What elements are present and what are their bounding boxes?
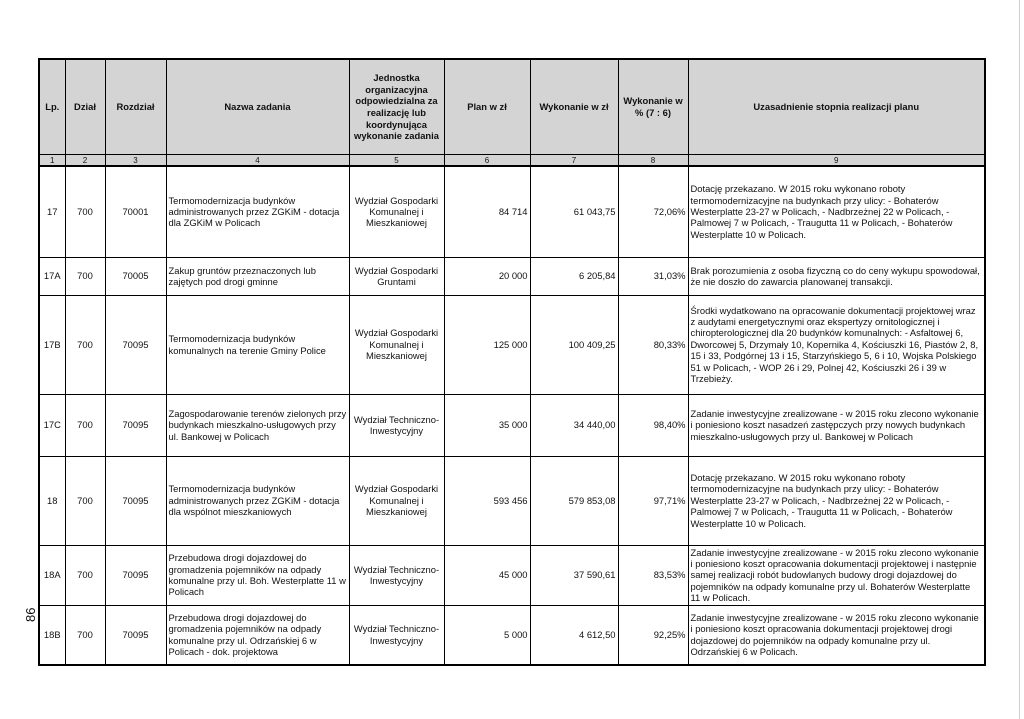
cell-uzasadnienie: Zadanie inwestycyjne zrealizowane - w 2015 roku zlecono wykonanie i poniesiono koszt opracowania dokumentacji projektowej drogi dojazdowej do pojemników na odpady komunalne przy ul. Odrzańskiej 6 w Policach.	[688, 605, 985, 665]
cell-plan: 84 714	[444, 166, 530, 257]
cell-nazwa: Przebudowa drogi dojazdowej do gromadzenia pojemników na odpady komunalne przy ul. Boh. Westerplatte 11 w Policach	[166, 545, 349, 605]
cell-uzasadnienie: Dotację przekazano. W 2015 roku wykonano roboty termomodernizacyjne na budynkach przy ulicy: - Bohaterów Westerplatte 23-27 w Policach, - Nadbrzeżnej 22 w Policach, - Palmowej 7 w Policach, - Traugutta 11 w Policach, - Bohaterów Westerplatte 10 w Policach.	[688, 166, 985, 257]
cell-uzasadnienie: Dotację przekazano. W 2015 roku wykonano roboty termomodernizacyjne na budynkach przy ulicy: - Bohaterów Westerplatte 23-27 w Policach, - Nadbrzeżnej 22 w Policach, - Palmowej 7 w Policach, - Traugutta 11 w Policach, - Bohaterów Westerplatte 10 w Policach.	[688, 456, 985, 545]
cell-jednostka: Wydział Gospodarki Komunalnej i Mieszkaniowej	[349, 456, 444, 545]
header-uzasadnienie: Uzasadnienie stopnia realizacji planu	[688, 59, 985, 155]
cell-plan: 125 000	[444, 295, 530, 394]
column-number: 1	[39, 155, 65, 167]
header-dzial: Dział	[65, 59, 105, 155]
column-number: 7	[530, 155, 618, 167]
table-row	[39, 166, 985, 257]
header-lp: Lp.	[39, 59, 65, 155]
cell-procent: 72,06%	[618, 166, 688, 257]
cell-dzial: 700	[65, 545, 105, 605]
cell-wykonanie: 37 590,61	[530, 545, 618, 605]
header-nazwa: Nazwa zadania	[166, 59, 349, 155]
table-row	[39, 257, 985, 295]
cell-wykonanie: 4 612,50	[530, 605, 618, 665]
cell-plan: 593 456	[444, 456, 530, 545]
table-row	[39, 605, 985, 665]
cell-lp: 17B	[39, 295, 65, 394]
cell-nazwa: Termomodernizacja budynków administrowanych przez ZGKiM - dotacja dla ZGKiM w Policach	[166, 166, 349, 257]
cell-dzial: 700	[65, 295, 105, 394]
cell-jednostka: Wydział Gospodarki Komunalnej i Mieszkaniowej	[349, 166, 444, 257]
cell-jednostka: Wydział Techniczno-Inwestycyjny	[349, 394, 444, 456]
cell-jednostka: Wydział Gospodarki Komunalnej i Mieszkaniowej	[349, 295, 444, 394]
cell-procent: 97,71%	[618, 456, 688, 545]
cell-dzial: 700	[65, 166, 105, 257]
column-number: 6	[444, 155, 530, 167]
header-wykonanie: Wykonanie w zł	[530, 59, 618, 155]
cell-wykonanie: 34 440,00	[530, 394, 618, 456]
cell-uzasadnienie: Zadanie inwestycyjne zrealizowane - w 2015 roku zlecono wykonanie i poniesiono koszt nasadzeń zastępczych przy nowych budynkach mieszkalno-usługowych przy ul. Bankowej w Policach	[688, 394, 985, 456]
cell-lp: 18B	[39, 605, 65, 665]
page-number: 86	[23, 607, 38, 622]
cell-rozdzial: 70095	[105, 605, 166, 665]
header-jednostka: Jednostka organizacyjna odpowiedzialna za realizację lub koordynująca wykonanie zadania	[349, 59, 444, 155]
cell-uzasadnienie: Brak porozumienia z osoba fizyczną co do ceny wykupu spowodował, że nie doszło do zawarcia planowanej transakcji.	[688, 257, 985, 295]
cell-dzial: 700	[65, 257, 105, 295]
column-number: 2	[65, 155, 105, 167]
cell-lp: 18	[39, 456, 65, 545]
cell-nazwa: Przebudowa drogi dojazdowej do gromadzenia pojemników na odpady komunalne przy ul. Odrzańskiej 6 w Policach - dok. projektowa	[166, 605, 349, 665]
column-number: 3	[105, 155, 166, 167]
cell-rozdzial: 70095	[105, 456, 166, 545]
cell-dzial: 700	[65, 394, 105, 456]
cell-procent: 31,03%	[618, 257, 688, 295]
cell-dzial: 700	[65, 605, 105, 665]
cell-procent: 80,33%	[618, 295, 688, 394]
cell-wykonanie: 100 409,25	[530, 295, 618, 394]
cell-nazwa: Zagospodarowanie terenów zielonych przy budynkach mieszkalno-usługowych przy ul. Bankowej w Policach	[166, 394, 349, 456]
cell-plan: 35 000	[444, 394, 530, 456]
column-number-row	[39, 155, 985, 167]
cell-uzasadnienie: Zadanie inwestycyjne zrealizowane - w 2015 roku zlecono wykonanie i poniesiono koszt opracowania dokumentacji projektowej i następnie samej realizacji robót budowlanych budowy drogi dojazdowej do pojemników na odpady komunalne przy ul. Bohaterów Westerplatte 11 w Policach.	[688, 545, 985, 605]
cell-jednostka: Wydział Gospodarki Gruntami	[349, 257, 444, 295]
header-rozdzial: Rozdział	[105, 59, 166, 155]
column-number: 4	[166, 155, 349, 167]
table-row	[39, 456, 985, 545]
cell-uzasadnienie: Środki wydatkowano na opracowanie dokumentacji projektowej wraz z audytami energetycznymi oraz ekspertyzy ornitologicznej i chiropterologicznej dla 20 budynków komunalnych: - Asfaltowej 6, Dworcowej 5, Drzymały 10, Kopernika 4, Kościuszki 16, Piastów 2, 8, 15 i 33, Podgórnej 13 i 15, Starzyńskiego 5, 6 i 10, Wojska Polskiego 51 w Policach, - WOP 26 i 29, Polnej 42, Kościuszki 26 i 39 w Trzebieży.	[688, 295, 985, 394]
budget-report-table	[38, 58, 986, 666]
column-number: 8	[618, 155, 688, 167]
cell-nazwa: Termomodernizacja budynków administrowanych przez ZGKiM - dotacja dla wspólnot mieszkaniowych	[166, 456, 349, 545]
cell-jednostka: Wydział Techniczno-Inwestycyjny	[349, 605, 444, 665]
cell-procent: 83,53%	[618, 545, 688, 605]
cell-lp: 17C	[39, 394, 65, 456]
cell-rozdzial: 70095	[105, 394, 166, 456]
cell-rozdzial: 70005	[105, 257, 166, 295]
cell-plan: 45 000	[444, 545, 530, 605]
cell-procent: 98,40%	[618, 394, 688, 456]
column-number: 5	[349, 155, 444, 167]
table-row	[39, 394, 985, 456]
column-number: 9	[688, 155, 985, 167]
cell-wykonanie: 6 205,84	[530, 257, 618, 295]
header-row	[39, 59, 985, 155]
header-plan: Plan w zł	[444, 59, 530, 155]
table-row	[39, 545, 985, 605]
cell-plan: 20 000	[444, 257, 530, 295]
cell-nazwa: Zakup gruntów przeznaczonych lub zajętych pod drogi gminne	[166, 257, 349, 295]
cell-lp: 17A	[39, 257, 65, 295]
cell-wykonanie: 579 853,08	[530, 456, 618, 545]
cell-jednostka: Wydział Techniczno-Inwestycyjny	[349, 545, 444, 605]
cell-wykonanie: 61 043,75	[530, 166, 618, 257]
cell-lp: 17	[39, 166, 65, 257]
page-edge	[1019, 0, 1020, 719]
cell-rozdzial: 70095	[105, 545, 166, 605]
cell-rozdzial: 70095	[105, 295, 166, 394]
cell-nazwa: Termomodernizacja budynków komunalnych na terenie Gminy Police	[166, 295, 349, 394]
table-row	[39, 295, 985, 394]
cell-dzial: 700	[65, 456, 105, 545]
cell-procent: 92,25%	[618, 605, 688, 665]
cell-lp: 18A	[39, 545, 65, 605]
cell-plan: 5 000	[444, 605, 530, 665]
cell-rozdzial: 70001	[105, 166, 166, 257]
header-procent: Wykonanie w % (7 : 6)	[618, 59, 688, 155]
